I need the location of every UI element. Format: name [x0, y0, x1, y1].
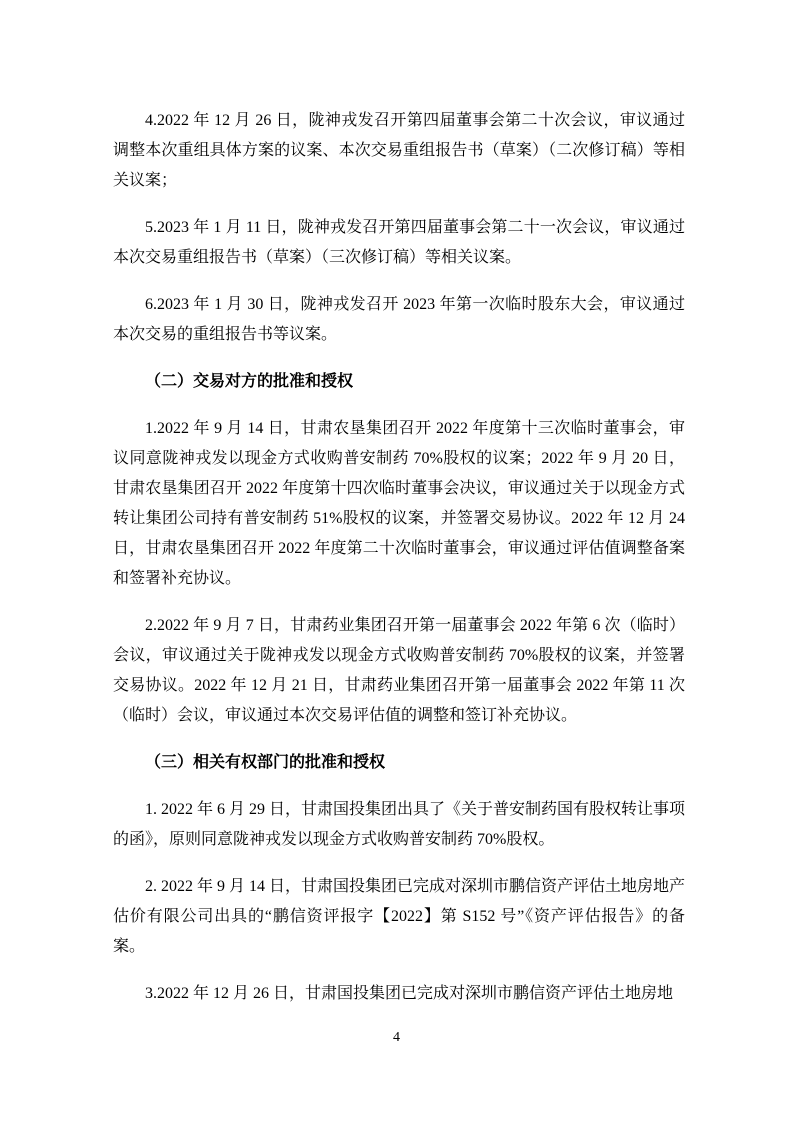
section-heading-counterparty-approval: （二）交易对方的批准和授权	[145, 373, 354, 390]
paragraph-authority-3-clipped: 3.2022 年 12 月 26 日，甘肃国投集团已完成对深圳市鹏信资产评估土地房地	[145, 985, 674, 1002]
paragraph-counterparty-2: 2.2022 年 9 月 7 日，甘肃药业集团召开第一届董事会 2022 年第 6 次（临时）会议，审议通过关于陇神戎发以现金方式收购普安制药 70%股权的议案，并签署交易协议。2022 年 12 月 21 日，甘肃药业集团召开第一届董事会 2022 年第 11 次（临时）会议，审议通过本次交易评估值的调整和签订补充协议。	[113, 617, 685, 724]
paragraph-board-meeting-4: 4.2022 年 12 月 26 日，陇神戎发召开第四届董事会第二十次会议，审议通过调整本次重组具体方案的议案、本次交易重组报告书（草案）（二次修订稿）等相关议案；	[113, 112, 685, 189]
paragraph-board-meeting-5: 5.2023 年 1 月 11 日，陇神戎发召开第四届董事会第二十一次会议，审议通过本次交易重组报告书（草案）（三次修订稿）等相关议案。	[113, 219, 685, 266]
paragraph-authority-2: 2. 2022 年 9 月 14 日，甘肃国投集团已完成对深圳市鹏信资产评估土地房地产估价有限公司出具的“鹏信资评报字【2022】第 S152 号”《资产评估报告》的备案。	[113, 878, 686, 955]
section-heading-authority-approval: （三）相关有权部门的批准和授权	[145, 754, 386, 771]
page-number: 4	[393, 1030, 400, 1045]
paragraph-authority-1: 1. 2022 年 6 月 29 日，甘肃国投集团出具了《关于普安制药国有股权转让事项的函》，原则同意陇神戎发以现金方式收购普安制药 70%股权。	[113, 801, 686, 848]
paragraph-counterparty-1: 1.2022 年 9 月 14 日，甘肃农垦集团召开 2022 年度第十三次临时董事会，审议同意陇神戎发以现金方式收购普安制药 70%股权的议案；2022 年 9 月 20 日，甘肃农垦集团召开 2022 年度第十四次临时董事会决议，审议通过关于以现金方式转让集团公司持有普安制药 51%股权的议案，并签署交易协议。2022 年 12 月 24 日，甘肃农垦集团召开 2022 年度第二十次临时董事会，审议通过评估值调整备案和签署补充协议。	[113, 420, 685, 587]
paragraph-board-meeting-6: 6.2023 年 1 月 30 日，陇神戎发召开 2023 年第一次临时股东大会，审议通过本次交易的重组报告书等议案。	[113, 296, 685, 343]
page-footer	[0, 1028, 793, 1048]
document-body	[113, 106, 685, 1026]
